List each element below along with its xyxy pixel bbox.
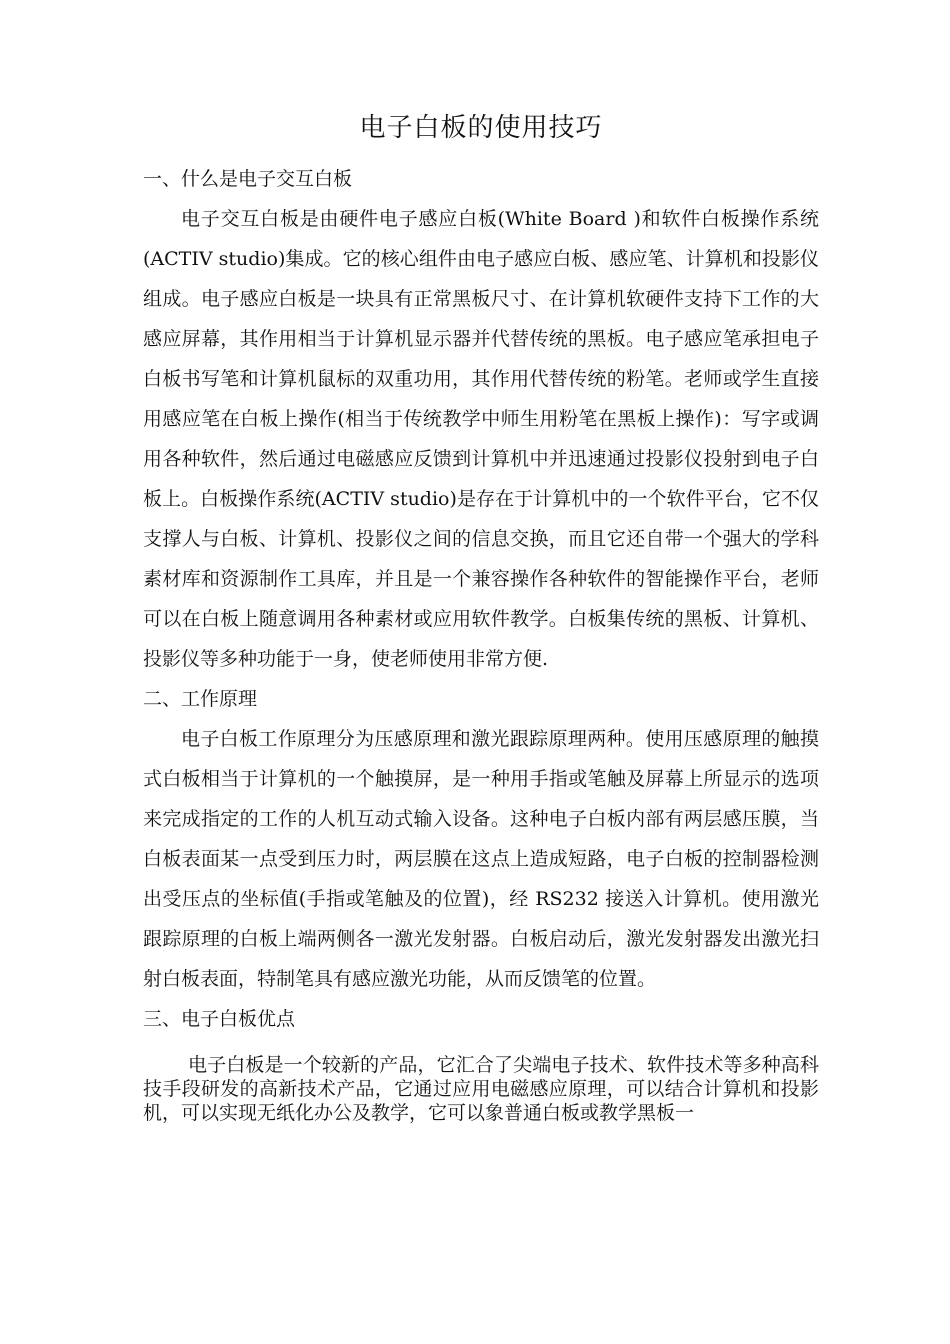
document-page (143, 108, 819, 1125)
section-heading-advantages: 三、电子白板优点 (143, 1008, 296, 1030)
section-paragraph-working-principle: 电子白板工作原理分为压感原理和激光跟踪原理两种。使用压感原理的触摸式白板相当于计算机的一个触摸屏，是一种用手指或笔触及屏幕上所显示的选项来完成指定的工作的人机互动式输入设备。这种电子白板内部有两层感压膜，当白板表面某一点受到压力时，两层膜在这点上造成短路，电子白板的控制器检测出受压点的坐标值(手指或笔触及的位置)，经 RS232 接送入计算机。使用激光跟踪原理的白板上端两侧各一激光发射器。白板启动后，激光发射器发出激光扫射白板表面，特制笔具有感应激光功能，从而反馈笔的位置。 (143, 728, 819, 990)
document-title: 电子白板的使用技巧 (359, 113, 603, 143)
section-heading-what-is: 一、什么是电子交互白板 (143, 168, 353, 190)
section-heading-working-principle: 二、工作原理 (143, 688, 258, 710)
section-paragraph-advantages: 电子白板是一个较新的产品，它汇合了尖端电子技术、软件技术等多种高科技手段研发的高新技术产品，它通过应用电磁感应原理，可以结合计算机和投影机，可以实现无纸化办公及教学，它可以象普通白板或教学黑板一 (143, 1054, 819, 1124)
section-paragraph-what-is: 电子交互白板是由硬件电子感应白板(White Board )和软件白板操作系统(ACTIV studio)集成。它的核心组件由电子感应白板、感应笔、计算机和投影仪组成。电子感应白板是一块具有正常黑板尺寸、在计算机软硬件支持下工作的大感应屏幕，其作用相当于计算机显示器并代替传统的黑板。电子感应笔承担电子白板书写笔和计算机鼠标的双重功用，其作用代替传统的粉笔。老师或学生直接用感应笔在白板上操作(相当于传统教学中师生用粉笔在黑板上操作)：写字或调用各种软件，然后通过电磁感应反馈到计算机中并迅速通过投影仪投射到电子白板上。白板操作系统(ACTIV studio)是存在于计算机中的一个软件平台，它不仅支撑人与白板、计算机、投影仪之间的信息交换，而且它还自带一个强大的学科素材库和资源制作工具库，并且是一个兼容操作各种软件的智能操作平台，老师可以在白板上随意调用各种素材或应用软件教学。白板集传统的黑板、计算机、投影仪等多种功能于一身，使老师使用非常方便. (143, 208, 819, 670)
